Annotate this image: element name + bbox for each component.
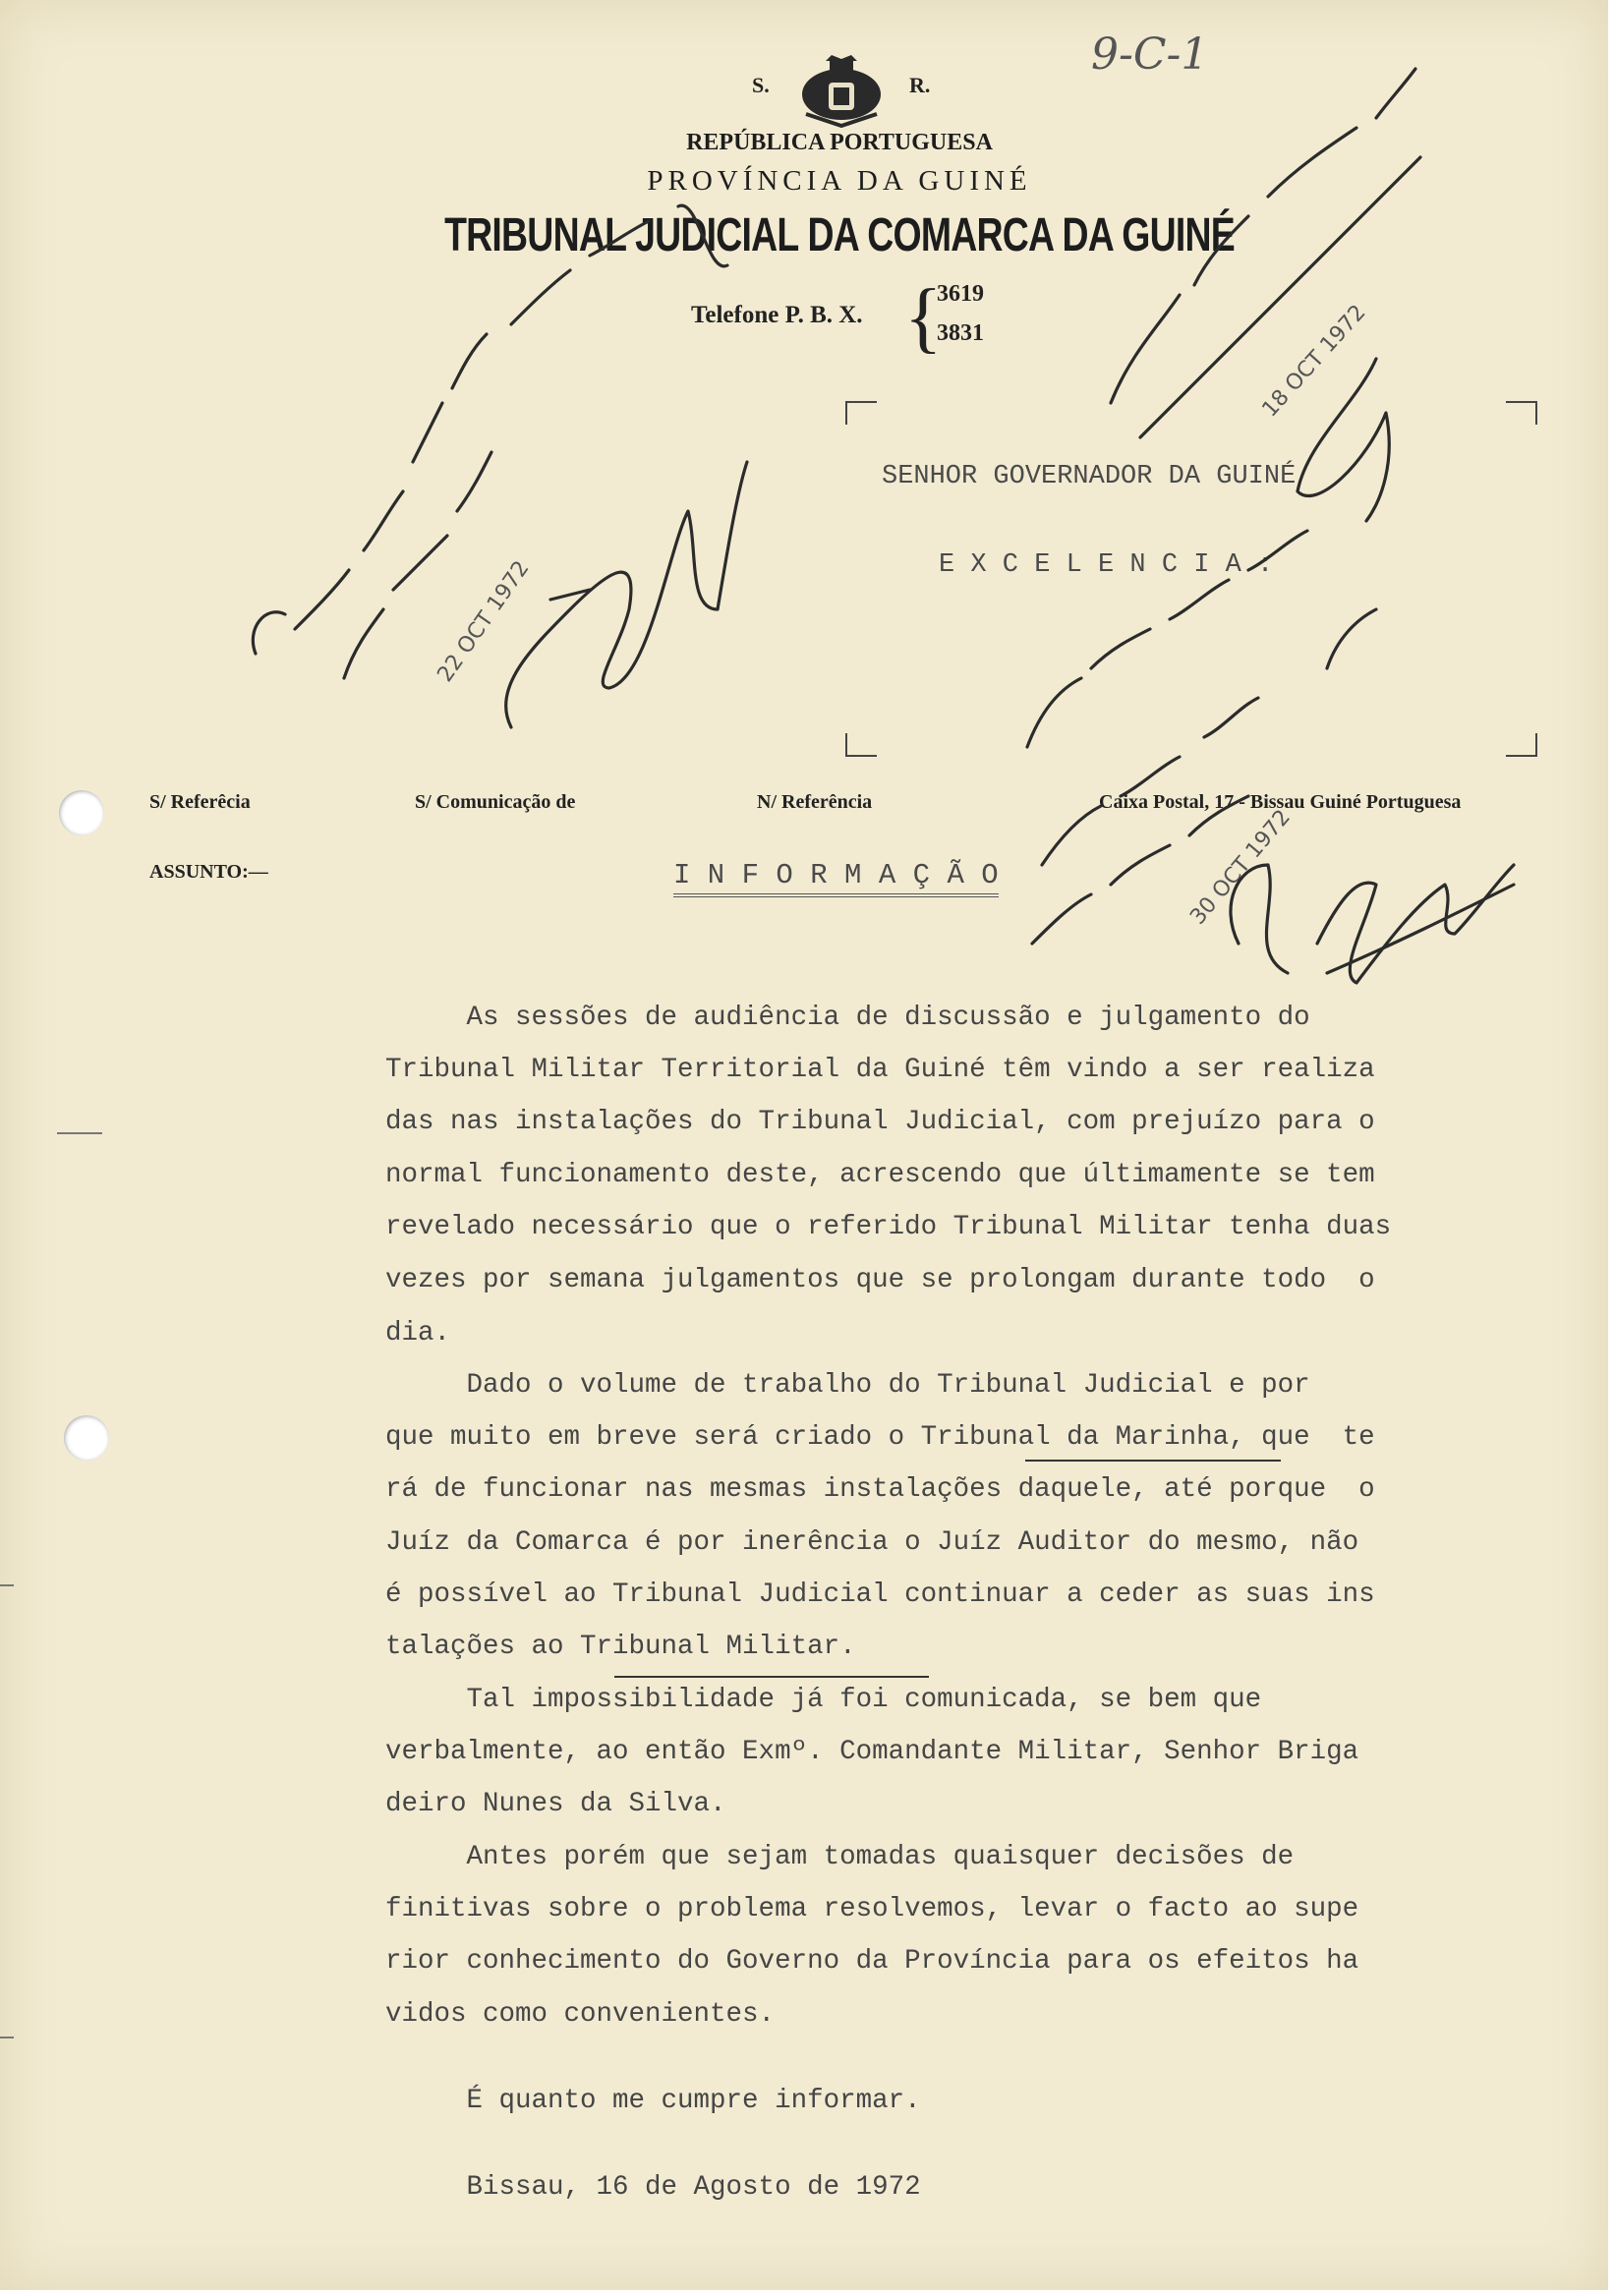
window-corner	[1506, 401, 1537, 425]
date-stamp: 18 OCT 1972	[1257, 300, 1371, 423]
body-line: Antes porém que sejam tomadas quaisquer decisões de	[385, 1842, 1295, 1872]
body-line: que muito em breve será criado o Tribunal da Marinha, que te	[385, 1422, 1375, 1453]
coat-of-arms-emblem	[796, 55, 887, 128]
signature-stroke	[1231, 865, 1514, 983]
body-line: vezes por semana julgamentos que se prolongam durante todo o	[385, 1265, 1375, 1295]
document-title: I N F O R M A Ç Ã O	[673, 859, 999, 897]
phone-brace: {	[904, 274, 943, 361]
body-line: Tribunal Militar Territorial da Guiné têm vindo a ser realiza	[385, 1055, 1375, 1085]
punch-hole-top	[59, 790, 104, 835]
body-line: dia.	[385, 1318, 451, 1349]
body-line: deiro Nunes da Silva.	[385, 1789, 726, 1819]
phone-label: Telefone P. B. X.	[691, 302, 863, 328]
window-corner	[845, 733, 877, 757]
handwriting-stroke	[253, 205, 727, 654]
date-stamp: 30 OCT 1972	[1185, 805, 1296, 930]
your-communication-label: S/ Comunicação de	[415, 791, 576, 813]
body-line: talações ao Tribunal Militar.	[385, 1632, 856, 1662]
letterhead-republic: REPÚBLICA PORTUGUESA	[686, 130, 993, 155]
window-corner	[1506, 733, 1537, 757]
signature-stroke	[1327, 885, 1514, 973]
body-line: é possível ao Tribunal Judicial continuar a ceder as suas ins	[385, 1579, 1375, 1610]
body-line: vidos como convenientes.	[385, 1999, 776, 2030]
body-line: normal funcionamento deste, acrescendo que últimamente se tem	[385, 1160, 1375, 1190]
letterhead-initial-left: S.	[752, 73, 770, 97]
letterhead-tribunal: TRIBUNAL JUDICIAL DA COMARCA DA GUINÉ	[444, 209, 1235, 261]
hand-underline	[1025, 1460, 1281, 1462]
body-line: As sessões de audiência de discussão e julgamento do	[385, 1003, 1310, 1033]
body-line: Dado o volume de trabalho do Tribunal Judicial e por	[385, 1370, 1310, 1401]
body-line: rior conhecimento do Governo da Província para os efeitos ha	[385, 1946, 1359, 1977]
body-line: das nas instalações do Tribunal Judicial, com prejuízo para o	[385, 1107, 1375, 1137]
address-line: Caixa Postal, 17 - Bissau Guiné Portuguesa	[1099, 791, 1462, 813]
hand-underline	[614, 1676, 929, 1678]
date-stamp: 22 OCT 1972	[433, 556, 535, 687]
punch-hole-bottom	[64, 1415, 109, 1461]
recipient-salutation: E X C E L E N C I A :	[939, 550, 1274, 580]
body-line: finitivas sobre o problema resolvemos, levar o facto ao supe	[385, 1894, 1359, 1924]
body-line: revelado necessário que o referido Tribunal Militar tenha duas	[385, 1212, 1392, 1242]
our-reference-label: N/ Referência	[757, 791, 873, 813]
signature-stroke	[550, 590, 590, 600]
letterhead-initial-right: R.	[909, 73, 931, 97]
closing-line: É quanto me cumpre informar.	[385, 2086, 921, 2116]
margin-mark	[57, 1132, 102, 1134]
body-line: verbalmente, ao então Exmº. Comandante Militar, Senhor Briga	[385, 1737, 1359, 1767]
margin-mark	[0, 1584, 14, 1586]
phone-number: 3831	[937, 320, 984, 346]
handwriting-stroke	[1042, 698, 1258, 865]
subject-label: ASSUNTO:—	[149, 861, 268, 883]
body-line: rá de funcionar nas mesmas instalações daquele, até porque o	[385, 1474, 1375, 1505]
recipient-line: SENHOR GOVERNADOR DA GUINÉ	[882, 462, 1297, 491]
handwritten-reference: 9-C-1	[1091, 29, 1209, 80]
phone-number: 3619	[937, 281, 984, 307]
signature-stroke	[506, 462, 747, 727]
body-line: Tal impossibilidade já foi comunicada, se bem que	[385, 1685, 1262, 1715]
handwriting-stroke	[1298, 359, 1389, 521]
window-corner	[845, 401, 877, 425]
your-reference-label: S/ Referêcia	[149, 791, 251, 813]
handwriting-stroke	[1032, 796, 1248, 944]
body-line: Juíz da Comarca é por inerência o Juíz Auditor do mesmo, não	[385, 1527, 1359, 1558]
letterhead-province: PROVÍNCIA DA GUINÉ	[647, 165, 1032, 197]
margin-mark	[0, 2037, 14, 2038]
place-date: Bissau, 16 de Agosto de 1972	[385, 2172, 921, 2203]
